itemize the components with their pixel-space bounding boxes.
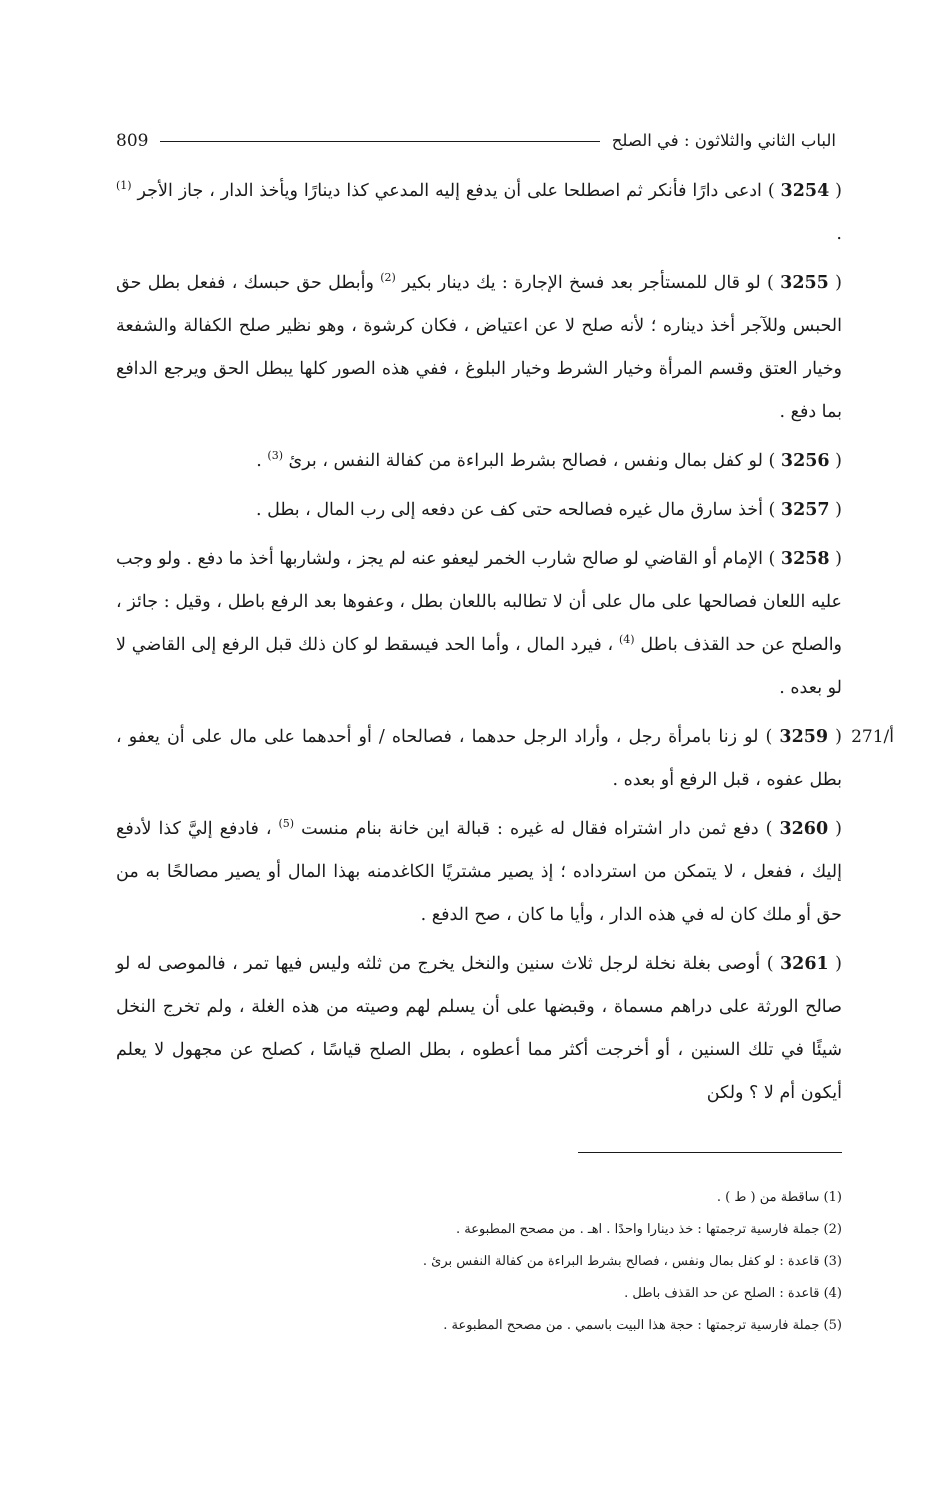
- footnote-4: (4) قاعدة : الصلح عن حد القذف باطل .: [624, 1286, 842, 1301]
- paragraph-number: 3259: [779, 727, 829, 747]
- paragraph-number: 3258: [780, 549, 830, 569]
- paragraph-text: وأبطل حق حبسك ، ففعل بطل حق الحبس وللآجر أخذ ديناره ؛ لأنه صلح لا عن اعتياض ، فكان كرشوة ، وهو نظير صلح الكفالة والشفعة وخيار العتق وقسم المرأة وخيار الشرط وخيار البلوغ ، ففي هذه الصور كلها يبطل الحق ويرجع الدافع بما دفع .: [116, 273, 842, 422]
- footnotes: [300, 1182, 842, 1342]
- paragraph-text: ) أوصى بغلة نخلة لرجل ثلاث سنين والنخل يخرج من ثلثه وليس فيها تمر ، فالموصى له لو صالح الورثة على دراهم مسماة ، وقبضها على أن يسلم لهم وصيته من هذه الغلة ، ولم تخرج النخل شيئًا في تلك السنين ، أو أخرجت أكثر مما أعطوه ، بطل الصلح قياسًا ، كصلح عن مجهول لا يعلم أيكون أم لا ؟ ولكن: [116, 954, 842, 1103]
- paragraph-text: (: [829, 500, 842, 520]
- footnote-3: (3) قاعدة : لو كفل بمال ونفس ، فصالح بشرط البراءة من كفالة النفس برئ .: [422, 1254, 842, 1269]
- paragraph-text: ) ادعى دارًا فأنكر ثم اصطلحا على أن يدفع إليه المدعي كذا دينارًا ويأخذ الدار ، جاز الأجر: [131, 181, 781, 201]
- paragraph-3255: [116, 262, 842, 434]
- paragraph-number: 3255: [780, 273, 829, 293]
- paragraph-text: (: [828, 727, 842, 747]
- paragraph-number: 3256: [780, 451, 830, 471]
- paragraph-number: 3260: [779, 819, 829, 839]
- footnote-1: (1) ساقطة من ( ط ) .: [716, 1190, 842, 1205]
- paragraph-text: .: [836, 224, 842, 244]
- paragraph-text: ) لو قال للمستأجر بعد فسخ الإجارة : يك دينار بكير: [395, 273, 781, 293]
- manuscript-folio-marker: 271/أ: [851, 727, 894, 747]
- paragraph-number: 3261: [780, 954, 829, 974]
- paragraph-text: .: [256, 451, 268, 471]
- paragraph-text: ) أخذ سارق مال غيره فصالحه حتى كف عن دفعه إلى رب المال ، بطل .: [255, 500, 781, 520]
- paragraph-3258: [116, 538, 842, 710]
- paragraph-text: ) لو كفل بمال ونفس ، فصالح بشرط البراءة من كفالة النفس ، برئ: [282, 451, 781, 471]
- paragraph-text: (: [828, 954, 842, 974]
- main-text: [116, 170, 894, 1121]
- footnote-2: (2) جملة فارسية ترجمتها : خذ دينارا واحدًا . اهـ . من مصحح المطبوعة .: [455, 1222, 842, 1237]
- paragraph-3259: [116, 716, 894, 802]
- running-header: [116, 128, 836, 154]
- chapter-title: الباب الثاني والثلاثون : في الصلح: [611, 131, 836, 150]
- paragraph-3261: [116, 943, 842, 1115]
- paragraph-text: ) دفع ثمن دار اشتراه فقال له غيره : قبالة اين خانة بنام منست: [294, 819, 780, 839]
- paragraph-number: 3257: [780, 500, 830, 520]
- footnote-ref: (5): [278, 817, 295, 831]
- paragraph-text: ) لو زنا بامرأة رجل ، وأراد الرجل حدهما ، فصالحاه / أو أحدهما على مال على أن يعفو ، بطل عفوه ، قبل الرفع أو بعده .: [116, 727, 842, 790]
- footnote-5: (5) جملة فارسية ترجمتها : حجة هذا البيت باسمي . من مصحح المطبوعة .: [443, 1318, 842, 1333]
- paragraph-text: (: [829, 549, 843, 569]
- footnote-ref: (2): [380, 271, 396, 285]
- paragraph-number: 3254: [780, 181, 830, 201]
- page-number: 809: [116, 131, 149, 151]
- paragraph-text: ) الإمام أو القاضي لو صالح شارب الخمر ليعفو عنه لم يجز ، ولشاربها أخذ ما دفع . ولو وجب عليه اللعان فصالحها على مال على أن لا تطالبه باللعان بطل ، وعفوها بعد الرفع باطل ، وقيل : جائز ، والصلح عن حد القذف باطل: [116, 549, 843, 655]
- paragraph-3256: [116, 440, 842, 483]
- paragraph-text: (: [829, 451, 842, 471]
- paragraph-3254: [116, 170, 842, 256]
- footnote-ref: (1): [116, 179, 132, 193]
- paragraph-text: ، فيرد المال ، وأما الحد فيسقط لو كان ذلك قبل الرفع إلى القاضي لا لو بعده .: [116, 635, 842, 698]
- footnote-ref: (3): [267, 449, 283, 463]
- paragraph-text: (: [828, 273, 843, 293]
- paragraph-3260: [116, 808, 842, 937]
- paragraph-text: (: [828, 819, 843, 839]
- footnote-ref: (4): [618, 633, 635, 647]
- paragraph-text: (: [829, 181, 842, 201]
- footnote-separator: [578, 1152, 842, 1153]
- paragraph-3257: [116, 489, 842, 532]
- paragraph-text: ، فادفع إليَّ كذا لأدفع إليك ، ففعل ، لا يتمكن من استرداده ؛ إذ يصير مشتريًا الكاغدمنه بهذا المال أو يصير مصالحًا به من حق أو ملك كان له في هذه الدار ، وأيا ما كان ، صح الدفع .: [116, 819, 843, 925]
- header-rule: [160, 141, 599, 142]
